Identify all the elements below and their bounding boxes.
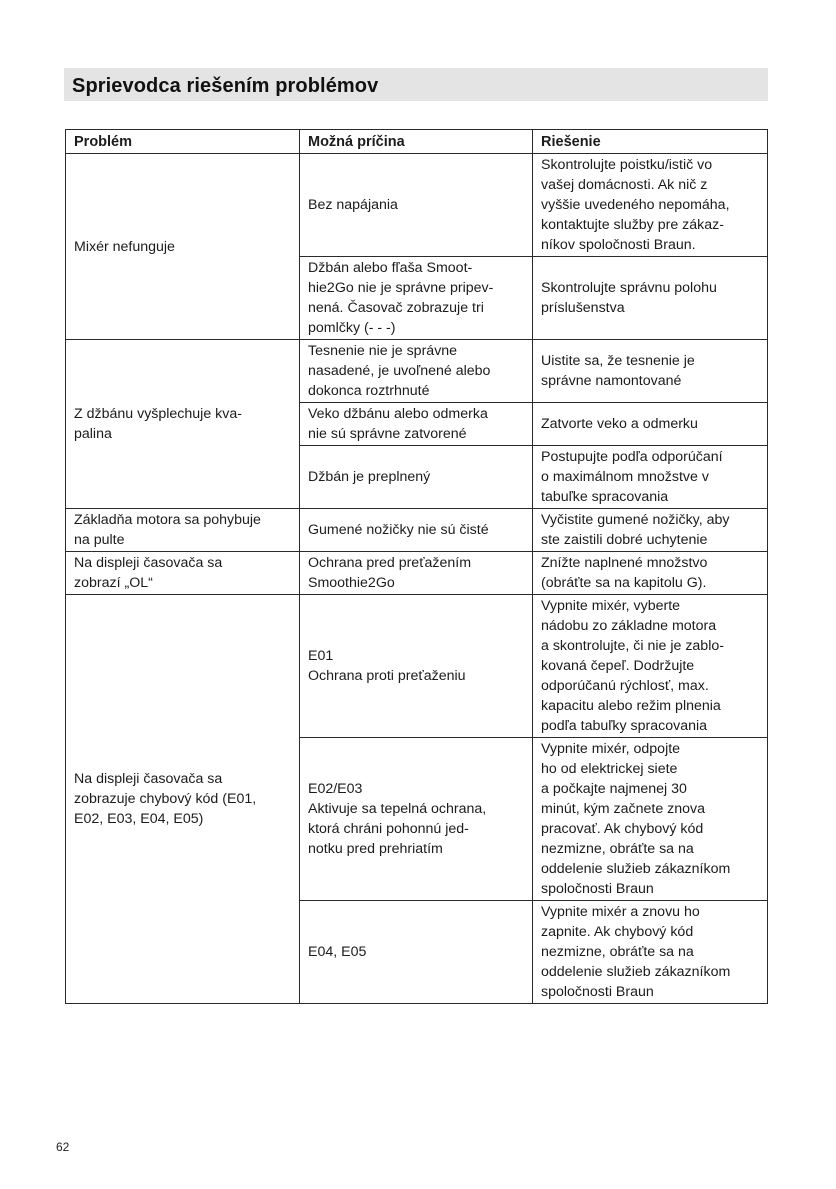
cause-cell: E02/E03 Aktivuje sa tepelná ochrana, ktorá chráni pohonnú jed- notku pred prehriatím — [300, 738, 533, 901]
table-row — [66, 595, 768, 738]
table-header-row — [66, 130, 768, 154]
page-number: 62 — [56, 1140, 70, 1154]
cause-cell: E01 Ochrana proti preťaženiu — [300, 595, 533, 738]
header-solution: Riešenie — [533, 130, 768, 154]
solution-cell: Znížte naplnené množstvo (obráťte sa na kapitolu G). — [533, 552, 768, 595]
troubleshooting-table — [65, 129, 768, 1004]
solution-cell: Skontrolujte poistku/istič vo vašej domácnosti. Ak nič z vyššie uvedeného nepomáha, kontaktujte služby pre zákaz- níkov spoločnosti Braun. — [533, 154, 768, 257]
solution-cell: Vypnite mixér a znovu ho zapnite. Ak chybový kód nezmizne, obráťte sa na oddelenie služieb zákazníkom spoločnosti Braun — [533, 901, 768, 1004]
solution-cell: Zatvorte veko a odmerku — [533, 403, 768, 446]
problem-cell: Mixér nefunguje — [66, 154, 300, 340]
solution-cell: Uistite sa, že tesnenie je správne namontované — [533, 340, 768, 403]
problem-cell: Z džbánu vyšplechuje kva- palina — [66, 340, 300, 509]
cause-cell: Ochrana pred preťažením Smoothie2Go — [300, 552, 533, 595]
section-title: Sprievodca riešením problémov — [72, 75, 379, 97]
table-row — [66, 340, 768, 403]
solution-cell: Vyčistite gumené nožičky, aby ste zaistili dobré uchytenie — [533, 509, 768, 552]
cause-cell: Tesnenie nie je správne nasadené, je uvoľnené alebo dokonca roztrhnuté — [300, 340, 533, 403]
solution-cell: Vypnite mixér, odpojte ho od elektrickej siete a počkajte najmenej 30 minút, kým začnete znova pracovať. Ak chybový kód nezmizne, obráťte sa na oddelenie služieb zákazníkom spoločnosti Braun — [533, 738, 768, 901]
problem-cell: Na displeji časovača sa zobrazuje chybový kód (E01, E02, E03, E04, E05) — [66, 595, 300, 1004]
cause-cell: Bez napájania — [300, 154, 533, 257]
cause-cell: Džbán alebo fľaša Smoot- hie2Go nie je správne pripev- nená. Časovač zobrazuje tri pomlčky (- - -) — [300, 257, 533, 340]
solution-cell: Postupujte podľa odporúčaní o maximálnom množstve v tabuľke spracovania — [533, 446, 768, 509]
cause-cell: Gumené nožičky nie sú čisté — [300, 509, 533, 552]
header-cause: Možná príčina — [300, 130, 533, 154]
cause-cell: E04, E05 — [300, 901, 533, 1004]
section-heading-bar — [64, 68, 768, 101]
table-row — [66, 552, 768, 595]
cause-cell: Veko džbánu alebo odmerka nie sú správne zatvorené — [300, 403, 533, 446]
header-problem: Problém — [66, 130, 300, 154]
cause-cell: Džbán je preplnený — [300, 446, 533, 509]
solution-cell: Skontrolujte správnu polohu príslušenstva — [533, 257, 768, 340]
table-row — [66, 509, 768, 552]
solution-cell: Vypnite mixér, vyberte nádobu zo základne motora a skontrolujte, či nie je zablo- kovaná čepeľ. Dodržujte odporúčanú rýchlosť, max. kapacitu alebo režim plnenia podľa tabuľky spracovania — [533, 595, 768, 738]
problem-cell: Základňa motora sa pohybuje na pulte — [66, 509, 300, 552]
table-row — [66, 154, 768, 257]
problem-cell: Na displeji časovača sa zobrazí „OL“ — [66, 552, 300, 595]
